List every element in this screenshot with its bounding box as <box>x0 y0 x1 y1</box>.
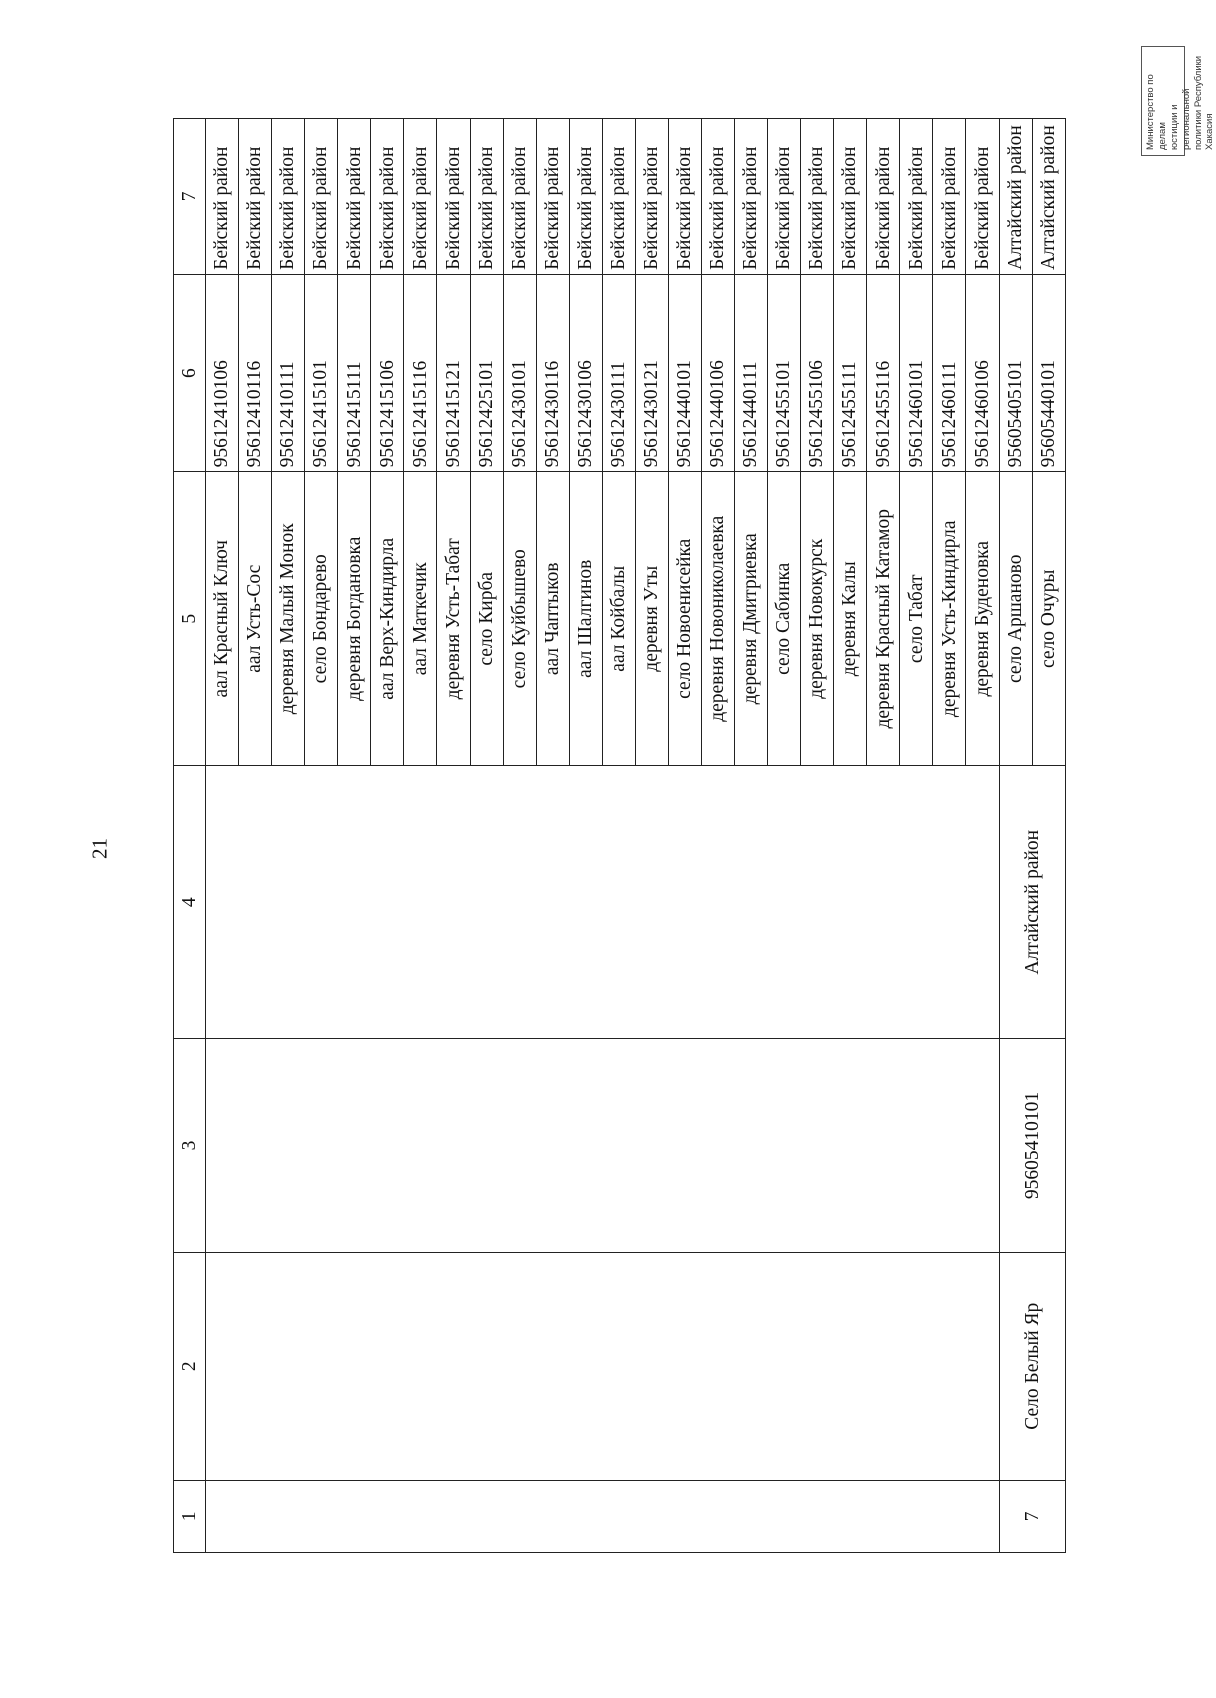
district-name: Бейский район <box>239 119 272 275</box>
district-name: Бейский район <box>338 119 371 275</box>
settlement-center: Село Белый Яр <box>999 1252 1066 1480</box>
settlement-name: аал Красный Ключ <box>206 472 239 766</box>
continuation-cell <box>206 1480 1000 1552</box>
district-name: Бейский район <box>635 119 668 275</box>
district-name: Бейский район <box>701 119 734 275</box>
settlement-name: деревня Малый Монок <box>272 472 305 766</box>
table-body <box>174 119 1066 1553</box>
settlement-name: аал Койбалы <box>602 472 635 766</box>
oktmo-code: 95612455106 <box>801 274 834 472</box>
district-name: Бейский район <box>371 119 404 275</box>
district-name: Бейский район <box>867 119 900 275</box>
oktmo-code: 95612460101 <box>900 274 933 472</box>
district-name: Алтайский район <box>1032 119 1065 275</box>
oktmo-code: 95612455101 <box>768 274 801 472</box>
header-cell: 5 <box>174 472 206 766</box>
settlement-name: деревня Дмитриевка <box>735 472 768 766</box>
district-name: Бейский район <box>801 119 834 275</box>
table-row <box>206 119 239 1553</box>
settlement-name: село Кирба <box>470 472 503 766</box>
oktmo-code: 95612410111 <box>272 274 305 472</box>
settlement-name: деревня Буденовка <box>966 472 999 766</box>
district-name: Бейский район <box>966 119 999 275</box>
header-cell: 3 <box>174 1039 206 1253</box>
oktmo-code: 95612425101 <box>470 274 503 472</box>
oktmo-code: 95612460106 <box>966 274 999 472</box>
district-name: Бейский район <box>768 119 801 275</box>
oktmo-code: 95612455111 <box>834 274 867 472</box>
oktmo-code: 95612415106 <box>371 274 404 472</box>
district-name: Бейский район <box>470 119 503 275</box>
oktmo-code: 95612440106 <box>701 274 734 472</box>
header-cell: 1 <box>174 1480 206 1552</box>
header-cell: 6 <box>174 274 206 472</box>
continuation-cell <box>206 766 1000 1039</box>
stamp-line: политики Республики Хакасия <box>1192 55 1216 150</box>
district-name: Бейский район <box>900 119 933 275</box>
district-name: Бейский район <box>735 119 768 275</box>
district-name: Бейский район <box>933 119 966 275</box>
district-name: Бейский район <box>602 119 635 275</box>
settlement-name: село Бондарево <box>305 472 338 766</box>
oktmo-code: 95612415111 <box>338 274 371 472</box>
district-name: Бейский район <box>404 119 437 275</box>
oktmo-code: 95612430106 <box>569 274 602 472</box>
header-cell: 4 <box>174 766 206 1039</box>
district-name: Бейский район <box>503 119 536 275</box>
oktmo-code: 95612415101 <box>305 274 338 472</box>
oktmo-code: 95605440101 <box>1032 274 1065 472</box>
district-name: Бейский район <box>305 119 338 275</box>
settlement-name: аал Маткечик <box>404 472 437 766</box>
district-name: Бейский район <box>206 119 239 275</box>
oktmo-code: 95612440101 <box>668 274 701 472</box>
settlement-name: село Новоенисейка <box>668 472 701 766</box>
district-name: Бейский район <box>272 119 305 275</box>
oktmo-code: 95612415116 <box>404 274 437 472</box>
oktmo-code: 95612455116 <box>867 274 900 472</box>
settlement-name: село Сабинка <box>768 472 801 766</box>
district-name: Бейский район <box>569 119 602 275</box>
row-number: 7 <box>999 1480 1066 1552</box>
center-district: Алтайский район <box>999 766 1066 1039</box>
district-name: Бейский район <box>437 119 470 275</box>
district-name: Бейский район <box>536 119 569 275</box>
continuation-cell <box>206 1039 1000 1253</box>
header-cell: 7 <box>174 119 206 275</box>
settlement-name: деревня Усть-Киндирла <box>933 472 966 766</box>
oktmo-code: 95612415121 <box>437 274 470 472</box>
oktmo-code: 95612410106 <box>206 274 239 472</box>
oktmo-code: 95612430116 <box>536 274 569 472</box>
settlement-name: деревня Усть-Табат <box>437 472 470 766</box>
page-number: 21 <box>87 838 112 859</box>
settlement-name: аал Усть-Сос <box>239 472 272 766</box>
table-row <box>999 119 1032 1553</box>
oktmo-code: 95612460111 <box>933 274 966 472</box>
rotated-table-container <box>173 118 1066 1553</box>
registration-stamp <box>1141 46 1216 156</box>
settlement-name: деревня Новониколаевка <box>701 472 734 766</box>
header-cell: 2 <box>174 1252 206 1480</box>
settlement-name: деревня Богдановка <box>338 472 371 766</box>
settlement-name: деревня Уты <box>635 472 668 766</box>
stamp-line: Министерство по делам <box>1145 74 1168 150</box>
settlement-name: село Куйбышево <box>503 472 536 766</box>
settlement-name: деревня Красный Катамор <box>867 472 900 766</box>
oktmo-code: 95612440111 <box>735 274 768 472</box>
center-code: 95605410101 <box>999 1039 1066 1253</box>
settlement-name: село Очуры <box>1032 472 1065 766</box>
stamp-line: юстиции и региональной <box>1168 88 1192 150</box>
oktmo-code: 95612410116 <box>239 274 272 472</box>
header-row <box>174 119 206 1553</box>
district-name: Бейский район <box>668 119 701 275</box>
continuation-cell <box>206 1252 1000 1480</box>
district-name: Бейский район <box>834 119 867 275</box>
settlements-table <box>173 118 1066 1553</box>
settlement-name: деревня Новокурск <box>801 472 834 766</box>
oktmo-code: 95605405101 <box>999 274 1032 472</box>
oktmo-code: 95612430101 <box>503 274 536 472</box>
settlement-name: село Табат <box>900 472 933 766</box>
oktmo-code: 95612430111 <box>602 274 635 472</box>
oktmo-code: 95612430121 <box>635 274 668 472</box>
settlement-name: аал Чаптыков <box>536 472 569 766</box>
settlement-name: аал Шалгинов <box>569 472 602 766</box>
settlement-name: аал Верх-Киндирла <box>371 472 404 766</box>
settlement-name: деревня Калы <box>834 472 867 766</box>
district-name: Алтайский район <box>999 119 1032 275</box>
settlement-name: село Аршаново <box>999 472 1032 766</box>
